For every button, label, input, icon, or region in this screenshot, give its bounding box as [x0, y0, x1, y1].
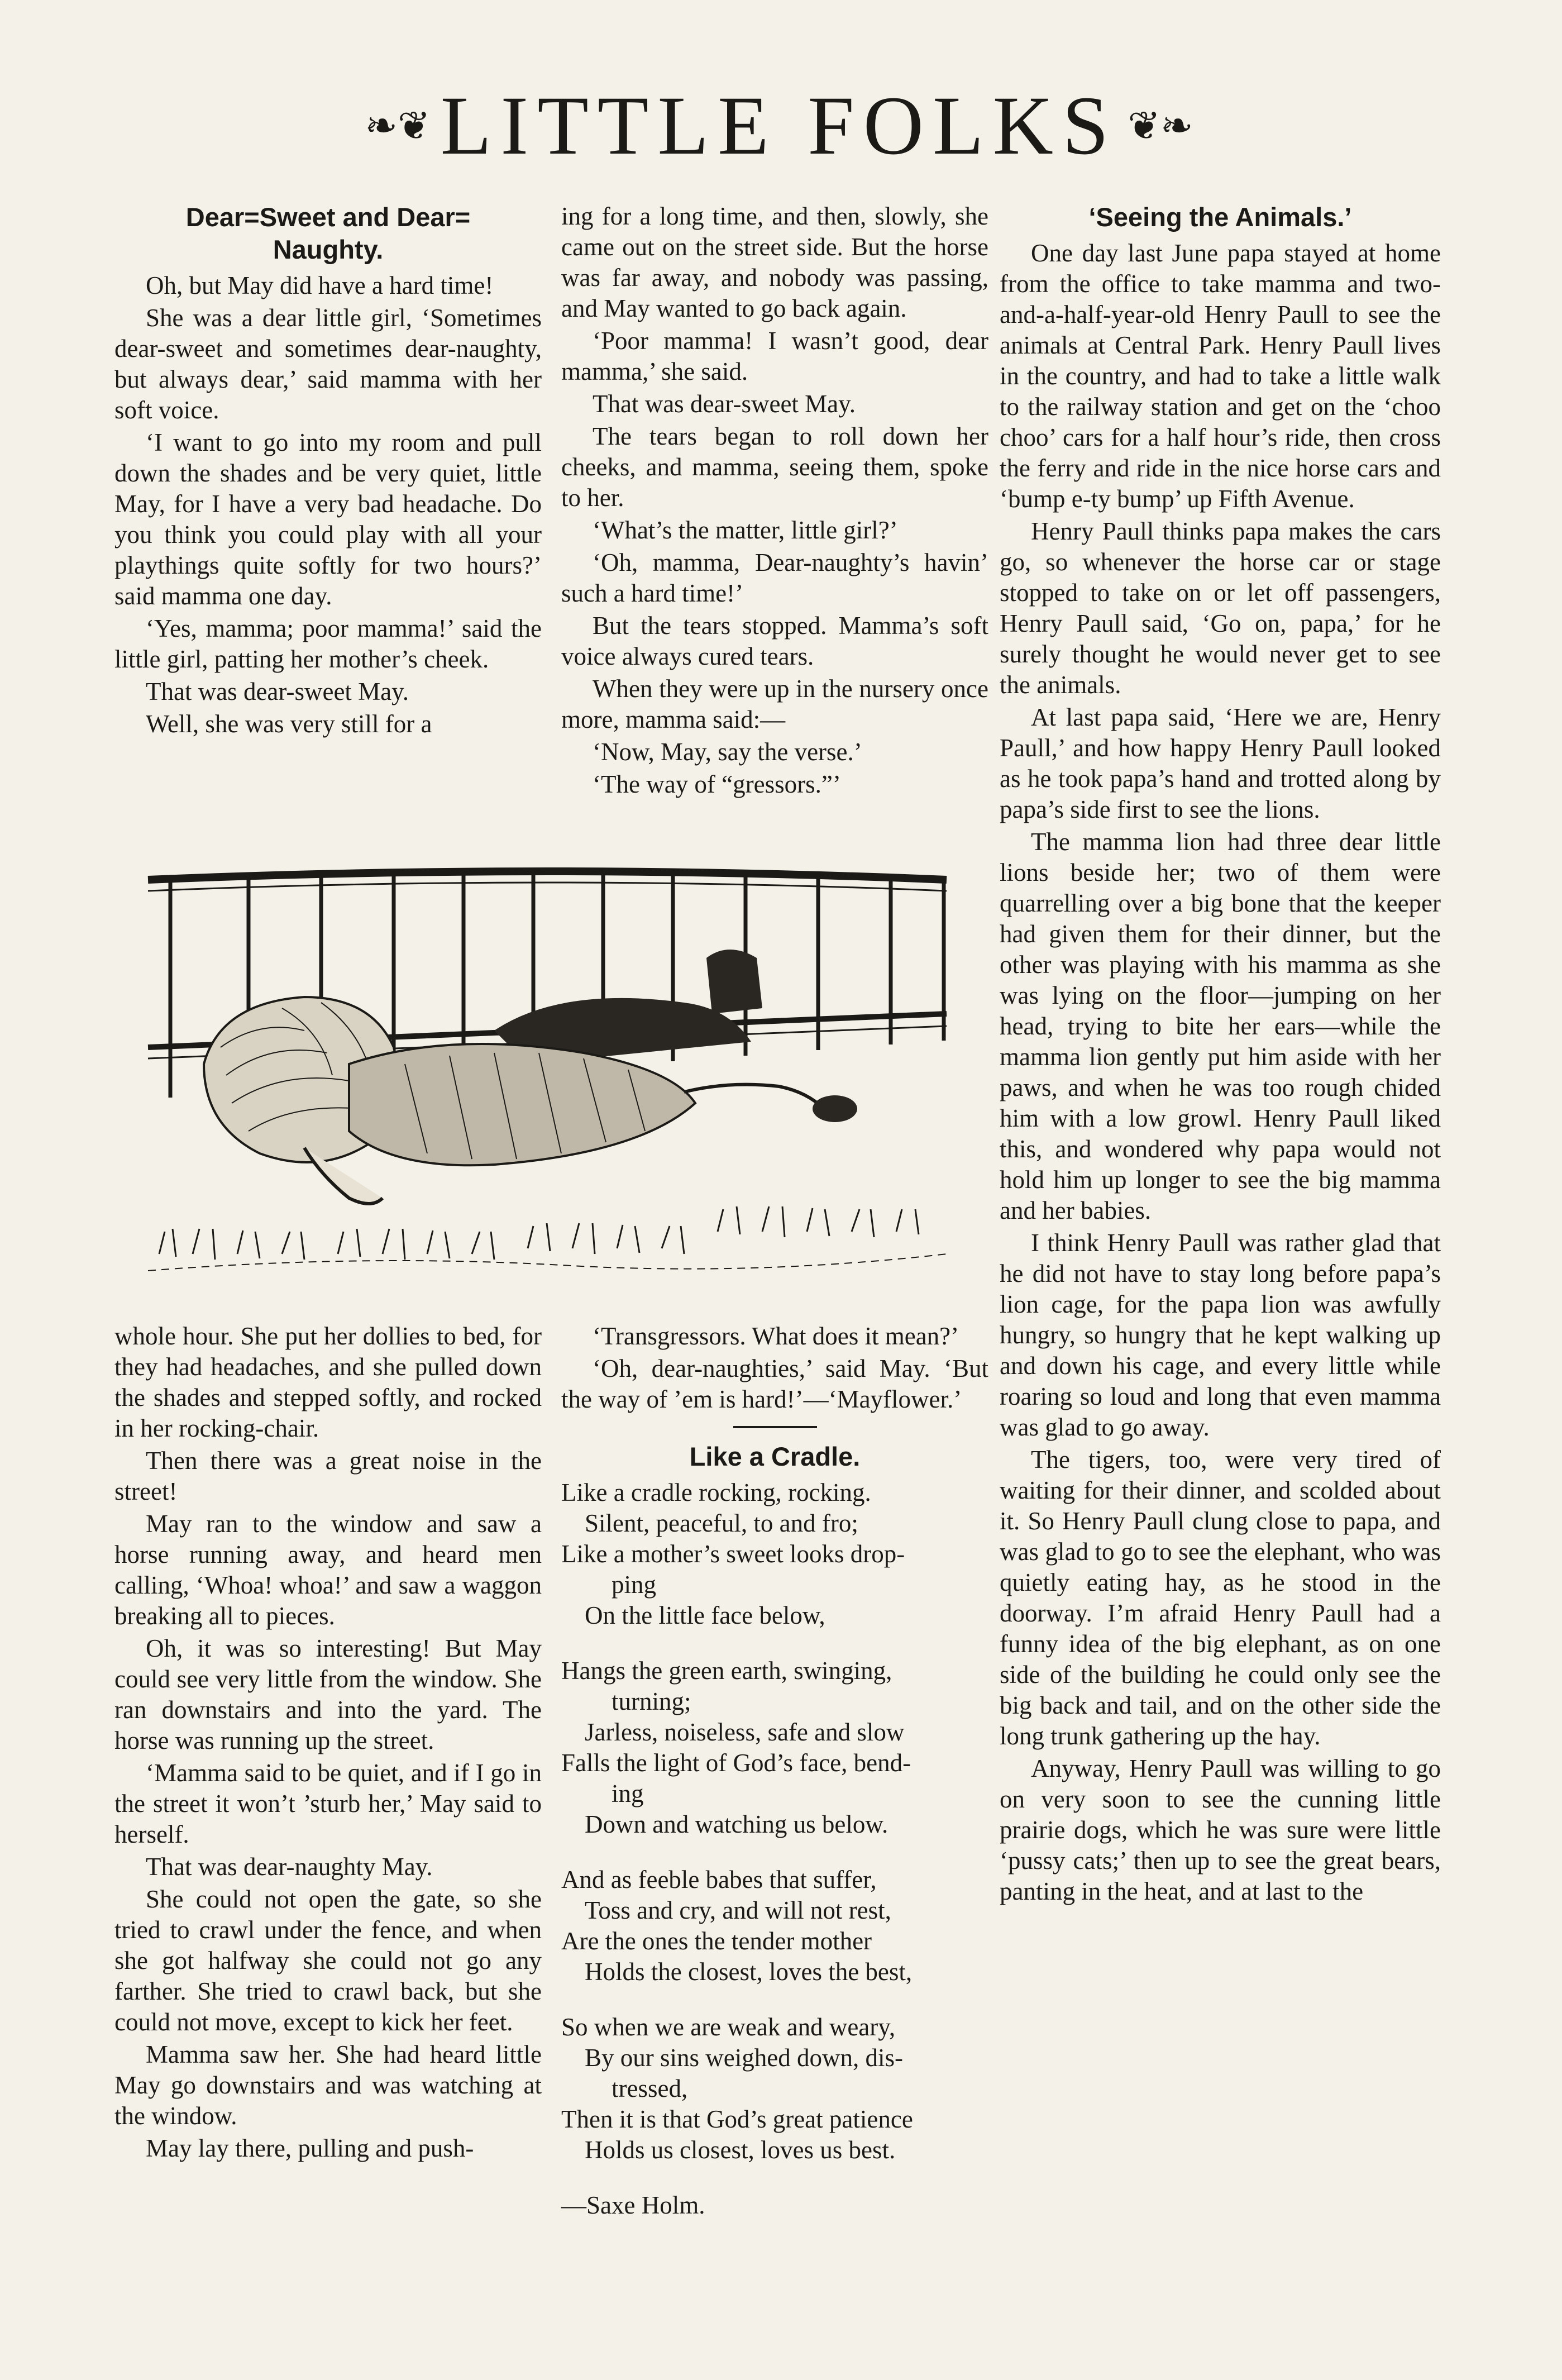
- poem-stanza: [561, 2012, 988, 2166]
- left-ornament-icon: ❧❦: [365, 103, 431, 149]
- poem-author: —Saxe Holm.: [561, 2191, 705, 2219]
- poem-line: tressed,: [612, 2074, 688, 2102]
- poem-line: Jarless, noiseless, safe and slow: [585, 1718, 905, 1746]
- right-ornament-icon: ❦❧: [1128, 103, 1193, 149]
- poem-line: Like a cradle rocking, rocking.: [561, 1478, 871, 1506]
- story1-paragraphs-a: Oh, but May did have a hard time! She was a dear little girl, ‘Sometimes dear-sweet and sometimes dear-naughty, but always dear,’ said mamma with her soft voice. ‘I want to go into my room and pull down the shades and be very quiet, little May, for I have a very bad headache. Do you think you could play with all your playthings quite softly for two hours?’ said mamma one day. ‘Yes, mamma; poor mamma!’ said the little girl, patting her mother’s cheek. That was dear-sweet May. Well, she was very still for a: [114, 271, 542, 738]
- poem-line: ping: [612, 1571, 657, 1599]
- poem-stanza: [561, 1656, 988, 1840]
- poem-line: Hangs the green earth, swinging,: [561, 1657, 892, 1685]
- masthead: [184, 79, 1374, 172]
- poem-line: Down and watching us below.: [585, 1810, 889, 1838]
- poem-stanza: [561, 1477, 988, 1631]
- page-title: LITTLE FOLKS: [440, 79, 1118, 172]
- story1-column-2-top: ing for a long time, and then, slowly, she came out on the street side. But the horse was far away, and nobody was passing, and May wanted to go back again. ‘Poor mamma! I wasn’t good, dear mamma,’ she said. That was dear-sweet May. The tears began to roll down her cheeks, and mamma, seeing them, spoke to her. ‘What’s the matter, little girl?’ ‘Oh, mamma, Dear-naughty’s havin’ such a hard time!’ But the tears stopped. Mamma’s soft voice always cured tears. When they were up in the nursery once more, mamma said:— ‘Now, May, say the verse.’ ‘The way of “gressors.”’: [561, 202, 988, 798]
- poem-line: Like a mother’s sweet looks drop-: [561, 1540, 905, 1568]
- story1-column-2-bottom: ‘Transgressors. What does it mean?’ ‘Oh, dear-naughties,’ said May. ‘But the way of ’em is hard!’—‘Mayflower.’ Like a Cradle. Like a cradle rocking, rocking. Silent, peaceful, to and fro; Like a mother’s sweet looks drop- ping On the little face below, Hangs the green earth, swinging, turning; Jarless, noiseless, safe and slow Falls the light of God’s face, bend- ing Down and watching us below. And as feeble babes that suffer, Toss and cry, and will not rest, Are the ones the tender mother Holds the closest, loves the best, So when we are weak and weary, By our sins weighed down, dis- tressed, Then it is that God’s great patience Holds us closest, loves us best. —Saxe Holm.: [561, 1321, 988, 2221]
- poem-line: turning;: [612, 1687, 691, 1715]
- poem-line: So when we are weak and weary,: [561, 2013, 896, 2041]
- fence-illustration-image: [137, 863, 958, 1293]
- story1-column-1-bottom: whole hour. She put her dollies to bed, for they had headaches, and she pulled down the shades and stepped softly, and rocked in her rocking-chair. Then there was a great noise in the street! May ran to the window and saw a horse running away, and heard men calling, ‘Whoa! whoa!’ and saw a waggon breaking all to pieces. Oh, it was so interesting! But May could see very little from the window. She ran downstairs and into the yard. The horse was running up the street. ‘Mamma said to be quiet, and if I go in the street it won’t ’sturb her,’ May said to herself. That was dear-naughty May. She could not open the gate, so she tried to crawl under the fence, and when she got halfway she could not go any farther. She tried to crawl back, but she could not move, except to kick her feet. Mamma saw her. She had heard little May go downstairs and was watching at the window. May lay there, pulling and push-: [114, 1322, 542, 2162]
- story2-title: ‘Seeing the Animals.’: [1088, 202, 1352, 232]
- poem-line: Falls the light of God’s face, bend-: [561, 1749, 911, 1777]
- poem-verse: [561, 1477, 988, 2166]
- poem-line: By our sins weighed down, dis-: [585, 2044, 903, 2072]
- poem-line: Silent, peaceful, to and fro;: [585, 1509, 858, 1537]
- story1-column-1-top: [114, 201, 542, 741]
- section-divider: [733, 1426, 817, 1428]
- story2-column: ‘Seeing the Animals.’ One day last June papa stayed at home from the office to take mamma and two-and-a-half-year-old Henry Paull to see the animals at Central Park. Henry Paull lives in the country, and had to take a little walk to the railway station and get on the ‘choo choo’ cars for a half hour’s ride, then cross the ferry and ride in the nice horse cars and ‘bump e-ty bump’ up Fifth Avenue. Henry Paull thinks papa makes the cars go, so whenever the horse car or stage stopped to take on or let off passengers, Henry Paull said, ‘Go on, papa,’ for he surely thought he would never get to see the animals. At last papa said, ‘Here we are, Henry Paull,’ and how happy Henry Paull looked as he took papa’s hand and trotted along by papa’s side first to see the lions. The mamma lion had three dear little lions beside her; two of them were quarrelling over a big bone that the keeper had given them for their dinner, but the other was playing with his mamma as she was lying on the floor—jumping on her head, trying to bite her ears—while the mamma lion gently put him aside with her paws, and when he was too rough chided him with a low growl. Henry Paull liked this, and wondered why papa would not hold him up longer to see the big mamma and her babies. I think Henry Paull was rather glad that he did not have to stay long before papa’s lion cage, for the papa lion was awfully hungry, so hungry that he kept walking up and down his cage, and every little while roaring so loud and long that even mamma was glad to go away. The tigers, too, were very tired of waiting for their dinner, and scolded about it. So Henry Paull clung close to papa, and was glad to go to see the elephant, who was quietly eating hay, as he stood in the doorway. I’m afraid Henry Paull had a funny idea of the big elephant, as on one side of the building he could only see the big back and tail, and on the other side the long trunk gathering up the hay. Anyway, Henry Paull was willing to go on very soon to see the cunning little prairie dogs, which he was sure were little ‘pussy cats;’ then up to see the great bears, panting in the heat, and at last to the: [1000, 202, 1441, 1905]
- poem-title: Like a Cradle.: [689, 1442, 861, 1471]
- poem-line: And as feeble babes that suffer,: [561, 1866, 877, 1893]
- poem-line: Then it is that God’s great patience: [561, 2105, 913, 2133]
- poem-line: Are the ones the tender mother: [561, 1927, 872, 1955]
- poem-line: ing: [612, 1780, 644, 1807]
- illustration-girl-under-fence: [137, 863, 958, 1293]
- poem-stanza: [561, 1864, 988, 1987]
- poem-line: Holds us closest, loves us best.: [585, 2136, 896, 2164]
- poem-line: On the little face below,: [585, 1601, 825, 1629]
- poem-line: Toss and cry, and will not rest,: [585, 1896, 891, 1924]
- poem-line: Holds the closest, loves the best,: [585, 1958, 913, 1986]
- story1-title: Dear=Sweet and Dear= Naughty.: [185, 202, 471, 264]
